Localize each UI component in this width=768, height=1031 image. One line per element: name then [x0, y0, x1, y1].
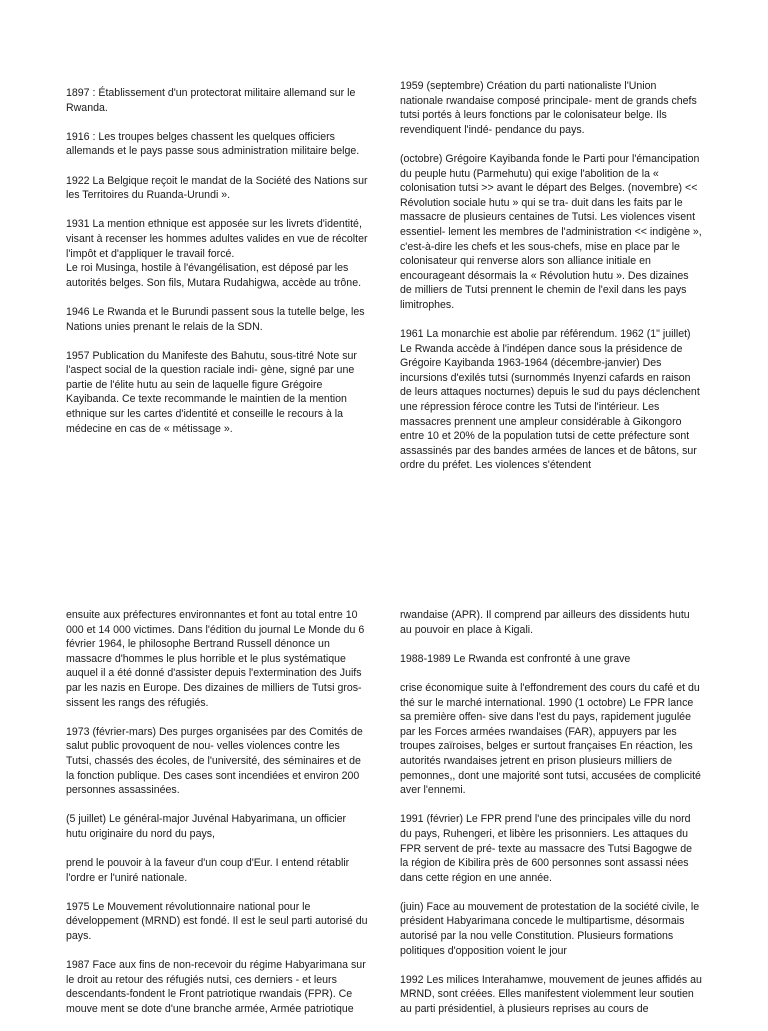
- paragraph-1922: 1922 La Belgique reçoit le mandat de la Société des Nations sur les Territoires du Ruanda-Urundi ».: [66, 174, 368, 202]
- paragraph-1931: 1931 La mention ethnique est apposée sur les livrets d'identité, visant à recenser les hommes adultes valides en vue de récolter l'impôt et d'appliquer le travail forcé. Le roi Musinga, hostile à l'évangélisation, est déposé par les autorités belges. Son fils, Mutara Rudahigwa, accède au trône.: [66, 218, 368, 289]
- paragraph-1991-fevrier: 1991 (février) Le FPR prend l'une des principales ville du nord du pays, Ruhengeri, et libère les prisonniers. Les attaques du FPR servent de pré- texte au massacre des Tutsi Bagogwe de la région de Kibilira près de 600 personnes sont assassi nées dans cette région en une année.: [400, 813, 693, 884]
- paragraph-1992: 1992 Les milices Interahamwe, mouvement de jeunes affidés au MRND, sont créées. Elles manifestent violemment leur soutien au parti présidentiel, à plusieurs reprises au cours de: [400, 973, 702, 1016]
- paragraph-1959-octobre: (octobre) Grégoire Kayibanda fonde le Parti pour l'émancipation du peuple hutu (Parmehutu) qui exige l'abolition de la « colonisation tutsi >> avant le départ des Belges. (novembre) << Révolution sociale hutu » qui se tra- duit dans les faits par le massacre de plusieurs centaines de Tutsi. Les violences visent essentiel- lement les membres de l'administration << indigène », c'est-à-dire les chefs et les sous-chefs, mise en place par le colonisateur qui renverse alors son alliance initiale en encourageant désormais la « Révolution hutu ». Des dizaines de milliers de Tutsi prennent le chemin de l'exil dans les pays limitrophes.: [400, 152, 702, 311]
- paragraph-1987: 1987 Face aux fins de non-recevoir du régime Habyarimana sur le droit au retour des réfugiés nutsi, ces derniers - et leurs descendants-fondent le Front patriotique rwandais (FPR). Ce mouve ment se dote d'une branche armée, Armée patriotique: [66, 959, 366, 1016]
- paragraph-1959-septembre: 1959 (septembre) Création du parti nationaliste l'Union nationale rwandaise composé principale- ment de grands chefs tutsi portés à leurs fonctions par le colonisateur belge. Ils revendiquent l'indé- pendance du pays.: [400, 80, 697, 136]
- paragraph-1975: 1975 Le Mouvement révolutionnaire national pour le développement (MRND) est fondé. Il est le seul parti autorisé du pays.: [66, 900, 368, 943]
- paragraph-1964-continued: ensuite aux préfectures environnantes et font au total entre 10 000 et 14 000 victimes. Dans l'édition du journal Le Monde du 6 février 1964, le philosophe Bertrand Russell dénonce un massacre d'hommes le plus horrible et le plus systématique auquel il a été donné d'assister depuis l'extermination des Juifs par les nazis en Europe. Des dizaines de milliers de Tutsi gros- sissent les rangs des réfugiés.: [66, 609, 365, 709]
- paragraph-crise: crise économique suite à l'effondrement des cours du café et du thé sur le marché international. 1990 (1 octobre) Le FPR lance sa première offen- sive dans l'est du pays, rapidement jugulée par les Forces armées rwandaises (FAR), appuyers par les troupes zaïroises, belges er surtout françaises En réaction, les autorités rwandaises jetrent en prison plusieurs milliers de pemonnes,, dont une majorité sont tutsi, accusées de complicité aver l'ennemi.: [400, 681, 701, 797]
- paragraph-1991-juin: (juin) Face au mouvement de protestation de la société civile, le président Habyarimana concede le multipartisme, désormais autorisé par la nou velle Constitution. Plusieurs formations politiques d'opposition voient le jour: [400, 900, 700, 957]
- paragraph-1961: 1961 La monarchie est abolie par référendum. 1962 (1" juillet) Le Rwanda accède à l'indépen dance sous la présidence de Grégoire Kayibanda 1963-1964 (décembre-janvier) Des incursions d'exilés tutsi (surnommés Inyenzi cafards en raison de leurs attaques nocturnes) depuis le sud du pays déclenchent une répression féroce contre les Tutsi de l'intérieur. Les massacres prennent une ampleur considérable à Gikongoro entre 10 et 20% de la population tutsi de cette préfecture sont assassinés par des bandes armées de lances et de bâtons, sur ordre du préfet. Les violences s'étendent: [400, 328, 700, 472]
- paragraph-1946: 1946 Le Rwanda et le Burundi passent sous la tutelle belge, les Nations unies prenant le relais de la SDN.: [66, 305, 365, 333]
- paragraph-apr: rwandaise (APR). Il comprend par ailleurs des dissidents hutu au pouvoir en place à Kigali.: [400, 609, 690, 636]
- paragraph-1973-juillet: (5 juillet) Le général-major Juvénal Habyarimana, un officier hutu originaire du nord du pays,: [66, 813, 347, 840]
- paragraph-1916: 1916 : Les troupes belges chassent les quelques officiers allemands et le pays passe sous administration militaire belge.: [66, 130, 360, 158]
- top-left-column: [66, 86, 368, 451]
- paragraph-coup: prend le pouvoir à la faveur d'un coup d'Eur. I entend rétablir l'ordre er l'uniré nationale.: [66, 857, 350, 884]
- paragraph-1973: 1973 (février-mars) Des purges organisées par des Comités de salut public provoquent de nou- velles violences contre les Tutsi, chassés des écoles, de l'université, des séminaires et de la fonction publique. Des cases sont incendiées et environ 200 personnes assassinées.: [66, 725, 363, 797]
- paragraph-1957: 1957 Publication du Manifeste des Bahutu, sous-titré Note sur l'aspect social de la question raciale indi- gène, signé par une partie de l'élite hutu au sein de laquelle figure Grégoire Kayibanda. Ce texte recommande le maintien de la mention ethnique sur les cartes d'identité et conseille le recours à la médecine en cas de « métissage ».: [66, 349, 357, 435]
- bottom-right-column: [400, 608, 702, 1031]
- paragraph-1897: 1897 : Établissement d'un protectorat militaire allemand sur le Rwanda.: [66, 87, 356, 114]
- bottom-left-column: [66, 608, 368, 1031]
- top-right-column: [400, 79, 702, 488]
- paragraph-1988: 1988-1989 Le Rwanda est confronté à une grave: [400, 652, 631, 665]
